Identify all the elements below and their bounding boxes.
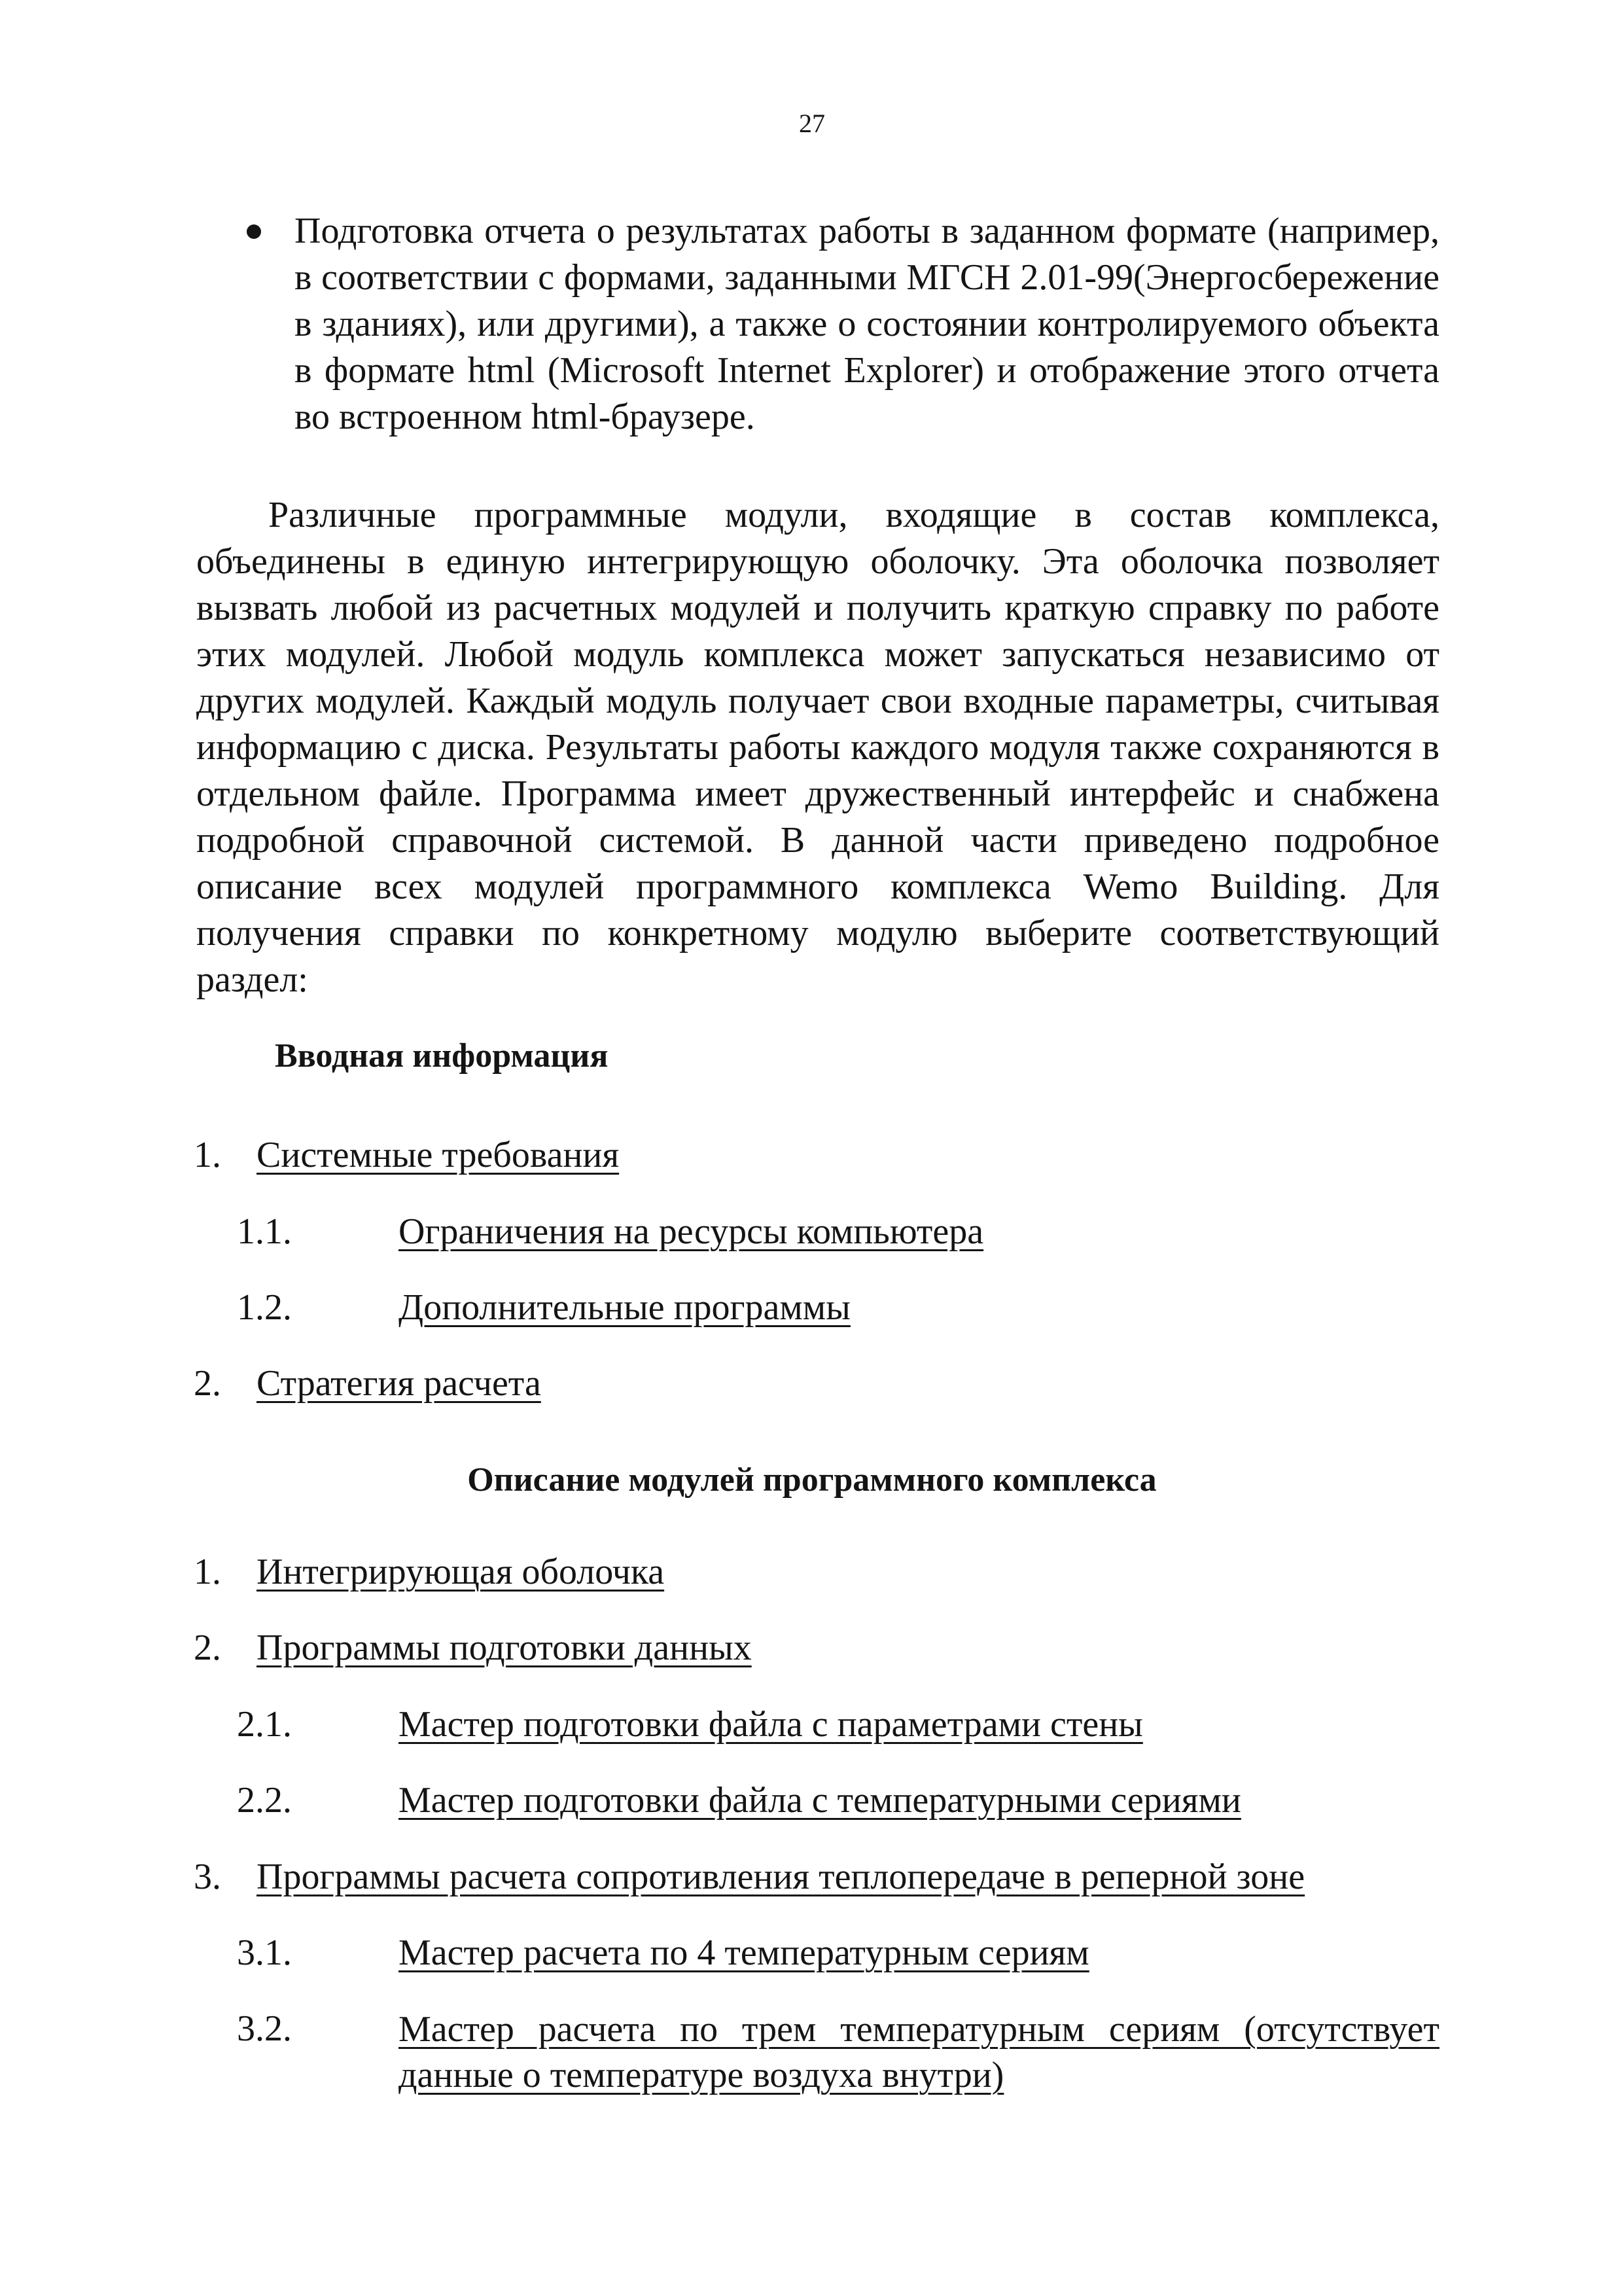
toc-number: 1.1.: [237, 1211, 292, 1252]
body-paragraph: Различные программные модули, входящие в состав комплекса, объединены в единую интегрирующую оболочку. Эта оболочка позволяет вызвать любой из расчетных модулей и получить краткую справку по работе этих модулей. Любой модуль комплекса может запускаться независимо от других модулей. Каждый модуль получает свои входные параметры, считывая информацию с диска. Результаты работы каждого модуля также сохраняются в отдельном файле. Программа имеет дружественный интерфейс и снабжена подробной справочной системой. В данной части приведено подробное описание всех модулей программного комплекса Wemo Building. Для получения справки по конкретному модулю выберите соответствующий раздел:: [196, 495, 1439, 1000]
toc-number: 1.: [194, 1552, 221, 1592]
toc-link-four-series-wizard[interactable]: Мастер расчета по 4 температурным сериям: [398, 1932, 1089, 1973]
toc-link-calculation-strategy[interactable]: Стратегия расчета: [256, 1363, 541, 1404]
toc-link-data-preparation[interactable]: Программы подготовки данных: [256, 1628, 752, 1668]
toc-number: 3.: [194, 1857, 221, 1897]
toc-number: 1.2.: [237, 1287, 292, 1328]
toc-number: 2.2.: [237, 1780, 292, 1821]
toc-number: 2.: [194, 1628, 221, 1668]
toc-number: 2.: [194, 1363, 221, 1404]
toc-number: 1.: [194, 1135, 221, 1175]
toc-link-additional-programs[interactable]: Дополнительные программы: [398, 1287, 851, 1328]
section-heading-modules: Описание модулей программного комплекса: [467, 1461, 1157, 1499]
toc-link-system-requirements[interactable]: Системные требования: [256, 1135, 620, 1175]
bullet-dot-icon: [247, 224, 261, 239]
toc-link-heat-resistance-programs[interactable]: Программы расчета сопротивления теплопередаче в реперной зоне: [256, 1857, 1305, 1897]
toc-link-resource-limits[interactable]: Ограничения на ресурсы компьютера: [398, 1211, 984, 1252]
toc-link-integrating-shell[interactable]: Интегрирующая оболочка: [256, 1552, 665, 1592]
toc-number: 3.2.: [237, 2008, 292, 2049]
toc-link-temperature-series-wizard[interactable]: Мастер подготовки файла с температурными сериями: [398, 1780, 1241, 1821]
toc-link-wall-params-wizard[interactable]: Мастер подготовки файла с параметрами стены: [398, 1704, 1143, 1745]
toc-link-three-series-wizard[interactable]: Мастер расчета по трем температурным сериям (отсутствует данные о температуре воздуха внутри): [398, 2009, 1439, 2095]
page-number: 27: [799, 109, 825, 138]
bullet-item-text: Подготовка отчета о результатах работы в заданном формате (например, в соответствии с формами, заданными МГСН 2.01-99(Энергосбережение в зданиях), или другими), а также о состоянии контролируемого объекта в формате html (Microsoft Internet Explorer) и отображение этого отчета во встроенном html-браузере.: [294, 211, 1439, 437]
toc-number: 2.1.: [237, 1704, 292, 1745]
section-heading-intro: Вводная информация: [275, 1037, 609, 1075]
toc-number: 3.1.: [237, 1932, 292, 1973]
